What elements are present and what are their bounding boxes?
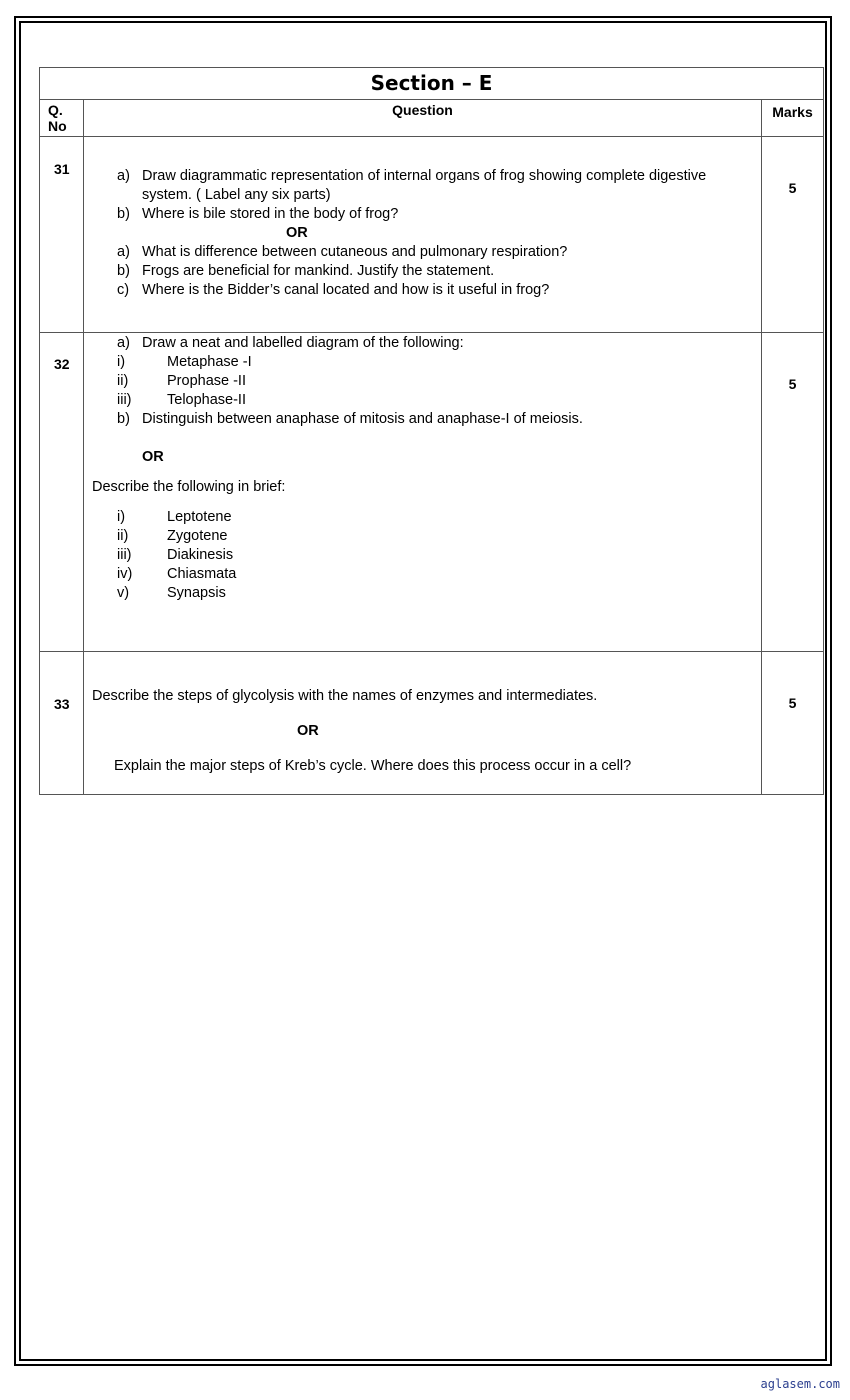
alt-intro: Describe the following in brief: bbox=[92, 479, 286, 495]
header-marks: Marks bbox=[772, 104, 813, 120]
header-qno: Q. No bbox=[48, 102, 67, 134]
question-row-33 bbox=[40, 652, 823, 794]
question-row-32: 32 a) Draw a neat and labelled diagram of the following: i) Metaphase -I ii) Prophase -II iii) Telophase-II b) Distinguish between anaphase of mitosis and anaphase-I of meiosis. OR Describe the following in brief: i) Leptotene ii) Zygotene iii) Diakinesis iv) Chiasmata v) Synapsis 5 bbox=[40, 333, 823, 652]
or-label: OR bbox=[297, 723, 319, 739]
header-question: Question bbox=[392, 102, 453, 118]
question-row-31: 31 a) Draw diagrammatic representation of internal organs of frog showing complete digestive system. ( Label any six parts) b) Where is bile stored in the body of frog? OR a) What is difference between cutaneous and pulmonary respiration? b) Frogs are beneficial for mankind. Justify the statement. c) Where is the Bidder’s canal located and how is it useful in frog? 5 bbox=[40, 137, 823, 333]
question-table bbox=[39, 67, 824, 795]
section-title: Section – E bbox=[40, 68, 823, 100]
table-header-row bbox=[40, 100, 823, 137]
watermark-text: aglasem.com bbox=[760, 1377, 840, 1391]
question-number: 33 bbox=[54, 696, 70, 712]
marks-value: 5 bbox=[788, 180, 797, 196]
question-number: 32 bbox=[54, 356, 70, 372]
or-label: OR bbox=[286, 225, 308, 241]
alt-question-text: Explain the major steps of Kreb’s cycle. Where does this process occur in a cell? bbox=[114, 758, 632, 774]
question-text: Describe the steps of glycolysis with the names of enzymes and intermediates. bbox=[92, 688, 598, 704]
or-label: OR bbox=[142, 449, 164, 465]
question-number: 31 bbox=[54, 161, 70, 177]
marks-value: 5 bbox=[788, 695, 797, 711]
marks-value: 5 bbox=[788, 376, 797, 392]
